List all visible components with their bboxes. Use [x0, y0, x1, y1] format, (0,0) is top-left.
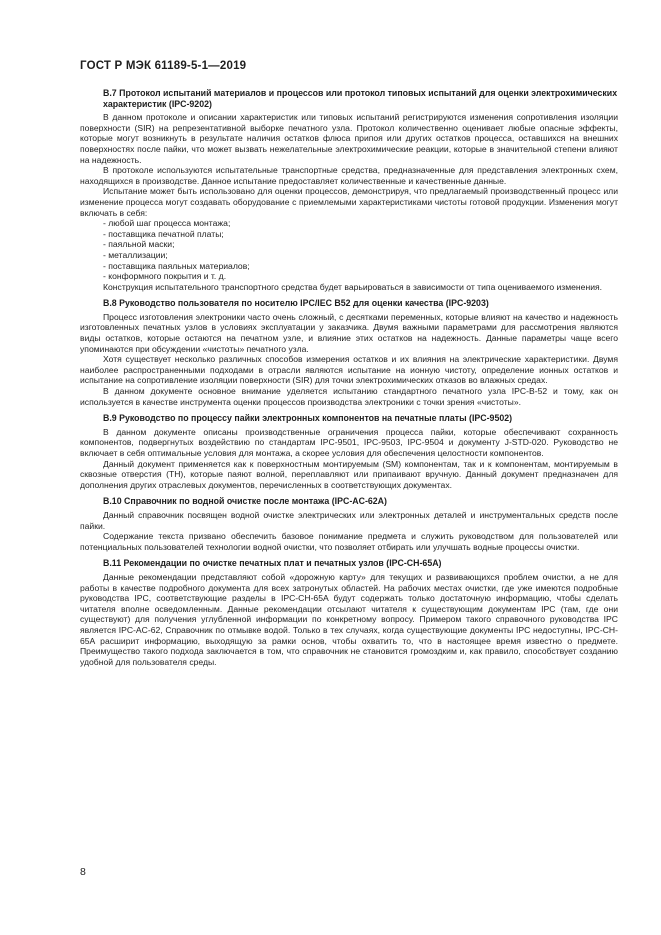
section-b7 [80, 88, 618, 292]
list-item: - поставщика печатной платы; [103, 229, 618, 240]
paragraph: В данном документе основное внимание уделяется испытанию стандартного печатного узла IPC-B-52 и тому, как он используется в качестве инструмента оценки процессов производства электроники с точки зрения «чистоты». [80, 386, 618, 407]
paragraph: Данный справочник посвящен водной очистке электрических или электронных деталей и инструментальных средств после пайки. [80, 509, 618, 531]
section-b10 [80, 496, 618, 552]
list-item: - металлизации; [103, 250, 618, 261]
list-item: - любой шаг процесса монтажа; [103, 218, 618, 229]
section-b8 [80, 298, 618, 407]
document-header: ГОСТ Р МЭК 61189-5-1—2019 [80, 60, 247, 72]
paragraph: Содержание текста призвано обеспечить базовое понимание предмета и служить руководством для пользователей или потенциальных пользователей технологии водной очистки, что позволяет отбирать или улучшать водные процессы очистки. [80, 531, 618, 552]
list-item: - паяльной маски; [103, 239, 618, 250]
paragraph: Хотя существует несколько различных способов измерения остатков и их влияния на электрические характеристики. Двумя наиболее распространенными подходами в отрасли являются испытание на ионную чистоту, определение ионных остатков и испытание на сопротивление изоляции поверхности (SIR) для точки электрохимических отказов во влажных средах. [80, 354, 618, 386]
section-b9 [80, 413, 618, 490]
paragraph: Данный документ применяется как к поверхностным монтируемым (SM) компонентам, так и к компонентам, монтируемым в сквозные отверстия (TH), которые паяют волной, переплавляют или припаивают вручную. Данный документ предназначен для дополнения других отраслевых документов, перечисленных в соответствующих документах. [80, 458, 618, 490]
section-b11 [80, 558, 618, 667]
paragraph: Процесс изготовления электроники часто очень сложный, с десятками переменных, которые влияют на качество и надежность изготовленных печатных узлов в условиях эксплуатации у заказчика. Двумя важными параметрами для рассмотрения являются виды остатков, которые остаются на печатном узле, и влияние этих остатков на надежность. Данные параметры чаще всего упоминаются при обсуждении «чистоты» печатного узла. [80, 311, 618, 354]
paragraph: Испытание может быть использовано для оценки процессов, демонстрируя, что предлагаемый производственный процесс или изменение процесса могут создавать оборудование с приемлемыми характеристиками чистоты готовой продукции. Изменения могут включать в себя: [80, 186, 618, 218]
list-item: - поставщика паяльных материалов; [103, 261, 618, 272]
section-title: В.11 Рекомендации по очистке печатных плат и печатных узлов (IPC-CH-65A) [103, 558, 442, 569]
paragraph: В протоколе используются испытательные транспортные средства, предназначенные для представления электронных схем, находящихся в производстве. Данное испытание предоставляет количественные и качественные данные. [80, 165, 618, 186]
page-number: 8 [80, 866, 86, 878]
paragraph: В данном документе описаны производственные ограничения процесса пайки, которые обеспечивают сохранность компонентов, подвергнутых воздействию по стандартам IPC-9501, IPC-9503, IPC-9504 и документу J-STD-020. Руководство не включает в себя оптимальные условия для монтажа, а скорее условия для обеспечения целостности компонентов. [80, 426, 618, 458]
section-title: В.8 Руководство пользователя по носителю IPC/IEC B52 для оценки качества (IPC-9203) [103, 298, 489, 309]
list-item: - конформного покрытия и т. д. [103, 271, 618, 282]
section-title: В.7 Протокол испытаний материалов и процессов или протокол типовых испытаний для оценки электрохимических характеристик (IPC-9202) [103, 88, 618, 109]
change-list [80, 218, 618, 282]
paragraph: В данном протоколе и описании характеристик или типовых испытаний регистрируются изменения сопротивления изоляции поверхности (SIR) на репрезентативной выборке печатного узла. Протокол количественно оценивает любые опасные эффекты, которые могут возникнуть в результате наличия остатков флюса припоя или других остатков процесса, оставшихся на внешних поверхностях после пайки, что может вызвать нежелательные электрохимические реакции, которые в значительной степени влияют на надежность. [80, 112, 618, 165]
paragraph: Конструкция испытательного транспортного средства будет варьироваться в зависимости от типа оцениваемого изменения. [103, 281, 603, 292]
section-title: В.9 Руководство по процессу пайки электронных компонентов на печатные платы (IPC-9502) [103, 413, 513, 424]
section-title: В.10 Справочник по водной очистке после монтажа (IPC-AC-62A) [103, 496, 387, 507]
document-body [80, 88, 618, 673]
paragraph: Данные рекомендации представляют собой «дорожную карту» для текущих и развивающихся проблем очистки, а не для работы в качестве подробного документа для всех затронутых областей. На рабочих местах очистки, где уже имеются подробные руководства IPC, соответствующие разделы в IPC-CH-65A будут содержать только достаточную информацию, чтобы сделать читателя вполне осведомленным. Данные рекомендации отсылают читателя к существующим документам IPC (там, где они существуют) для получения углубленной информации по конкретному вопросу. Примером такого справочного руководства IPC является IPC-AC-62, Справочник по отмывке водой. Только в тех случаях, когда существующие документы IPC недоступны, IPC-CH-65A расширит информацию, выходящую за рамки основ, чтобы охватить то, что в настоящее время известно о предмете. Преимущество такого подхода заключается в том, что справочник не становится громоздким и, как правило, способствует созданию удобной для пользователя среды. [80, 571, 618, 667]
